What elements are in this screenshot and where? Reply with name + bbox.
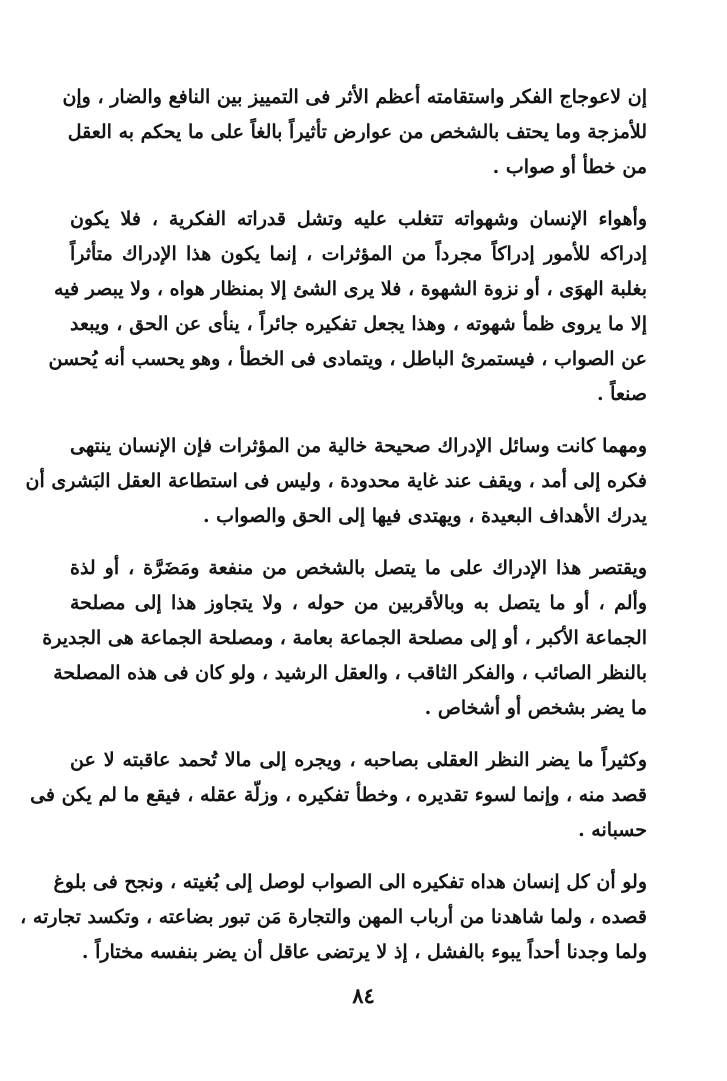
text-line: ولما وجدنا أحداً يبوء بالفشل ، إذ لا يرتضى عاقل أن يضر بنفسه مختاراً . — [81, 941, 647, 963]
text-line: قصد منه ، وإنما لسوء تقديره ، وخطأ تفكيره ، وزلّة عقله ، فيقع ما لم يكن فى — [30, 784, 647, 806]
text-line: ويقتصر هذا الإدراك على ما يتصل بالشخص من منفعة ومَضَرَّة ، أو لذة — [70, 557, 647, 579]
text-line: يدرك الأهداف البعيدة ، ويهتدى فيها إلى الحق والصواب . — [202, 505, 647, 527]
text-line: صنعاً . — [596, 383, 647, 405]
paragraph — [25, 429, 647, 534]
text-line: إن لاعوجاج الفكر واستقامته أعظم الأثر فى التمييز بين النافع والضار ، وإن — [62, 86, 647, 108]
text-line: بغلبة الهوَى ، أو نزوة الشهوة ، فلا يرى الشئ إلا بمنظار هواه ، ولا يبصر فيه — [54, 278, 647, 300]
text-line: عن الصواب ، فيستمرئ الباطل ، ويتمادى فى الخطأ ، وهو يحسب أنه يُحسن — [48, 348, 647, 370]
text-line: من خطأ أو صواب . — [492, 156, 647, 178]
paragraph — [48, 202, 647, 412]
text-line: فكره إلى أمد ، ويقف عند غاية محدودة ، وليس فى استطاعة العقل البَشرى أن — [25, 470, 647, 492]
text-line: وكثيراً ما يضر النظر العقلى بصاحبه ، ويجره إلى مالا تُحمد عاقبته لا عن — [70, 749, 647, 771]
text-line: إلا ما يروى ظمأ شهوته ، وهذا يجعل تفكيره جائراً ، ينأى عن الحق ، ويبعد — [70, 313, 647, 335]
paragraph — [42, 551, 647, 726]
text-line: ومهما كانت وسائل الإدراك صحيحة خالية من المؤثرات فإن الإنسان ينتهى — [70, 435, 647, 457]
text-line: الجماعة الأكبر ، أو إلى مصلحة الجماعة بعامة ، ومصلحة الجماعة هى الجديرة — [42, 627, 647, 649]
body-text — [20, 80, 647, 970]
paragraph — [20, 865, 647, 970]
text-line: قصده ، ولما شاهدنا من أرباب المهن والتجارة مَن تبور بضاعته ، وتكسد تجارته ، — [20, 906, 647, 928]
paragraph — [30, 743, 647, 848]
text-line: حسبانه . — [578, 819, 647, 841]
text-line: بالنظر الصائب ، والفكر الثاقب ، والعقل الرشيد ، ولو كان فى هذه المصلحة — [53, 662, 647, 684]
text-line: وأهواء الإنسان وشهواته تتغلب عليه وتشل قدراته الفكرية ، فلا يكون — [70, 208, 647, 230]
text-line: ما يضر بشخص أو أشخاص . — [424, 697, 647, 719]
page-number: ٨٤ — [352, 983, 375, 1008]
text-line: إدراكه للأمور إدراكاً مجرداً من المؤثرات ، إنما يكون هذا الإدراك متأثراً — [70, 243, 647, 265]
text-line: وألم ، أو ما يتصل به وبالأقربين من حوله ، ولا يتجاوز هذا إلى مصلحة — [70, 592, 647, 614]
paragraph — [62, 80, 647, 185]
text-line: ولو أن كل إنسان هداه تفكيره الى الصواب لوصل إلى بُغيته ، ونجح فى بلوغ — [53, 871, 647, 893]
text-line: للأمزجة وما يحتف بالشخص من عوارض تأثيراً بالغاً على ما يحكم به العقل — [67, 121, 647, 143]
